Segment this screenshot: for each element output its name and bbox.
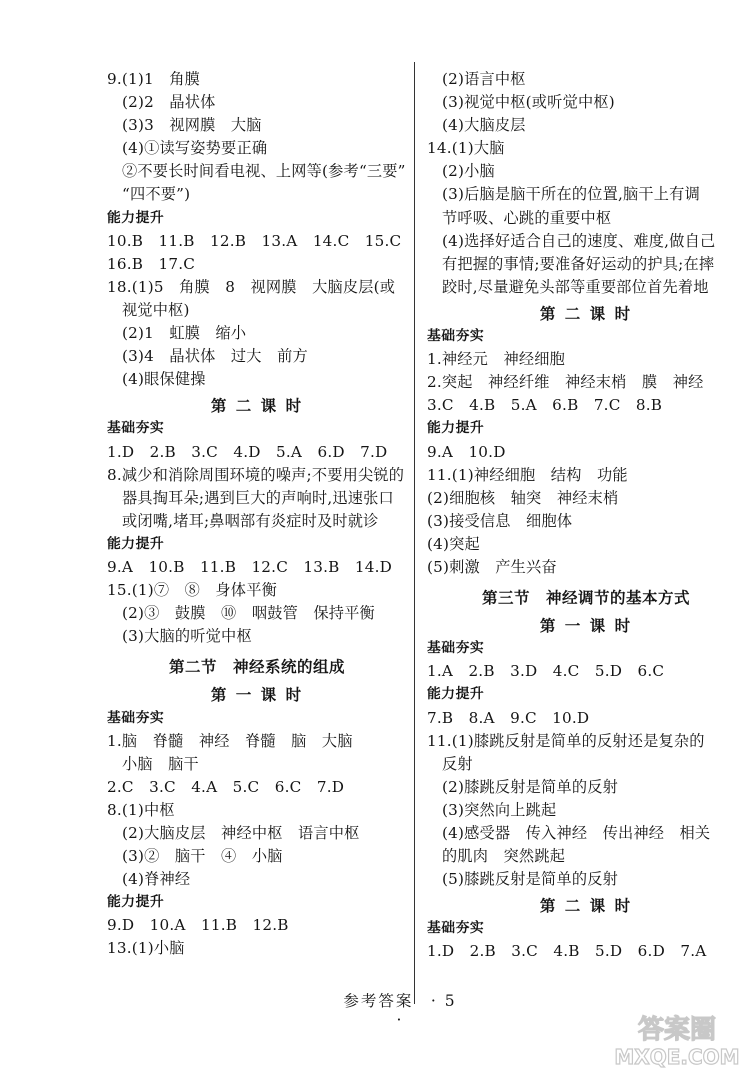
- answer-line: 11.(1)膝跳反射是简单的反射还是复杂的: [427, 731, 705, 750]
- chapter-heading: 第二节 神经系统的组成: [168, 658, 345, 677]
- answer-subline: 器具掏耳朵;遇到巨大的声响时,迅速张口: [122, 488, 394, 507]
- answer-subline: (4)感受器 传入神经 传出神经 相关: [442, 824, 711, 842]
- section-heading: 基础夯实: [427, 328, 485, 345]
- lesson-heading: 第 二 课 时: [210, 396, 304, 416]
- answer-line: 8.减少和消除周围环境的噪声;不要用尖锐的: [107, 465, 405, 484]
- answer-line: (2)细胞核 轴突 神经末梢: [427, 488, 619, 507]
- answer-subline: (3)视觉中枢(或听觉中枢): [442, 93, 615, 112]
- right-column: [427, 68, 745, 964]
- answer-line: 1.D 2.B 3.C 4.D 5.A 6.D 7.D: [107, 442, 388, 461]
- answer-line: 1.脑 脊髓 神经 脊髓 脑 大脑: [107, 731, 353, 750]
- answer-line: 9.D 10.A 11.B 12.B: [107, 916, 289, 935]
- answer-subline: (4)脊神经: [122, 870, 191, 889]
- answer-subline: 视觉中枢): [122, 300, 190, 319]
- answer-line: 2.突起 神经纤维 神经末梢 膜 神经: [427, 373, 704, 392]
- answer-subline: 跤时,尽量避免头部等重要部位首先着地: [442, 277, 709, 296]
- answer-subline: 小脑 脑干: [122, 754, 199, 773]
- chapter-heading: 第三节 神经调节的基本方式: [481, 589, 690, 608]
- answer-line: 13.(1)小脑: [107, 939, 185, 958]
- answer-subline: (3)4 晶状体 过大 前方: [122, 347, 308, 366]
- answer-subline: 的肌肉 突然跳起: [442, 847, 566, 866]
- section-heading: 基础夯实: [427, 920, 485, 937]
- answer-line: (3)接受信息 细胞体: [427, 511, 573, 530]
- answer-line: 1.A 2.B 3.D 4.C 5.D 6.C: [427, 662, 665, 681]
- answer-line: 7.B 8.A 9.C 10.D: [427, 708, 590, 727]
- watermark-logo-text: 答案圈: [637, 1015, 717, 1045]
- answer-subline: 有把握的事情;要准备好运动的护具;在摔: [442, 254, 715, 273]
- answer-subline: (2)2 晶状体: [122, 93, 216, 112]
- answer-line: 10.B 11.B 12.B 13.A 14.C 15.C: [107, 231, 402, 250]
- answer-line: 1.神经元 神经细胞: [427, 350, 565, 369]
- answer-subline: 节呼吸、心跳的重要中枢: [442, 208, 612, 227]
- section-heading: 能力提升: [427, 686, 485, 703]
- answer-line: 9.A 10.B 11.B 12.C 13.B 14.D: [107, 557, 393, 576]
- answer-subline: (2)语言中枢: [442, 70, 526, 88]
- answer-subline: (4)眼保健操: [122, 370, 206, 389]
- answer-subline: (2)膝跳反射是简单的反射: [442, 777, 618, 796]
- left-column: [107, 68, 407, 961]
- answer-line: (4)突起: [427, 534, 480, 553]
- answer-subline: (4)①读写姿势要正确: [122, 139, 268, 158]
- answer-subline: 或闭嘴,堵耳;鼻咽部有炎症时及时就诊: [122, 511, 379, 530]
- answer-line: 2.C 3.C 4.A 5.C 6.C 7.D: [107, 777, 345, 796]
- section-heading: 能力提升: [107, 894, 165, 911]
- section-heading: 能力提升: [107, 535, 165, 552]
- answer-subline: (5)膝跳反射是简单的反射: [442, 870, 618, 889]
- answer-line: 14.(1)大脑: [427, 139, 505, 158]
- answer-subline: (3)大脑的听觉中枢: [122, 627, 252, 646]
- watermark-url: MXQE.COM: [614, 1045, 740, 1069]
- answer-line: (5)刺激 产生兴奋: [427, 557, 557, 576]
- answer-line: 3.C 4.B 5.A 6.B 7.C 8.B: [427, 396, 663, 415]
- page-footer: 参考答案 · 5 ·: [343, 992, 457, 1029]
- lesson-heading: 第 一 课 时: [210, 685, 304, 705]
- section-heading: 基础夯实: [107, 420, 165, 437]
- answer-line: 9.(1)1 角膜: [107, 70, 201, 88]
- answer-subline: (3)后脑是脑干所在的位置,脑干上有调: [442, 185, 700, 204]
- answer-line: 9.A 10.D: [427, 442, 506, 461]
- answer-subline: “四不要”): [122, 185, 191, 204]
- answer-line: 18.(1)5 角膜 8 视网膜 大脑皮层(或: [107, 277, 396, 296]
- watermark-logo: [612, 1008, 742, 1070]
- answer-subline: (3)② 脑干 ④ 小脑: [122, 847, 283, 866]
- answer-line: 15.(1)⑦ ⑧ 身体平衡: [107, 581, 277, 600]
- answer-subline: (4)大脑皮层: [442, 116, 526, 135]
- answer-subline: (4)选择好适合自己的速度、难度,做自己: [442, 231, 716, 250]
- answer-line: 11.(1)神经细胞 结构 功能: [427, 465, 628, 484]
- lesson-heading: 第 二 课 时: [539, 896, 633, 916]
- answer-line: 8.(1)中枢: [107, 800, 175, 819]
- answer-subline: ②不要长时间看电视、上网等(参考“三要”: [122, 162, 406, 181]
- answer-subline: (2)③ 鼓膜 ⑩ 咽鼓管 保持平衡: [122, 604, 375, 623]
- answer-subline: 反射: [442, 754, 473, 773]
- answer-subline: (3)突然向上跳起: [442, 800, 557, 819]
- lesson-heading: 第 一 课 时: [539, 616, 633, 636]
- lesson-heading: 第 二 课 时: [539, 303, 633, 323]
- answer-subline: (3)3 视网膜 大脑: [122, 116, 262, 135]
- section-heading: 基础夯实: [427, 640, 485, 657]
- answer-subline: (2)小脑: [442, 162, 495, 181]
- section-heading: 基础夯实: [107, 709, 165, 726]
- column-divider: [414, 62, 415, 1004]
- answer-line: 1.D 2.B 3.C 4.B 5.D 6.D 7.A: [427, 942, 707, 961]
- section-heading: 能力提升: [427, 420, 485, 437]
- section-heading: 能力提升: [107, 209, 165, 226]
- answer-subline: (2)1 虹膜 缩小: [122, 324, 247, 343]
- answer-line: 16.B 17.C: [107, 254, 196, 273]
- answer-subline: (2)大脑皮层 神经中枢 语言中枢: [122, 824, 360, 842]
